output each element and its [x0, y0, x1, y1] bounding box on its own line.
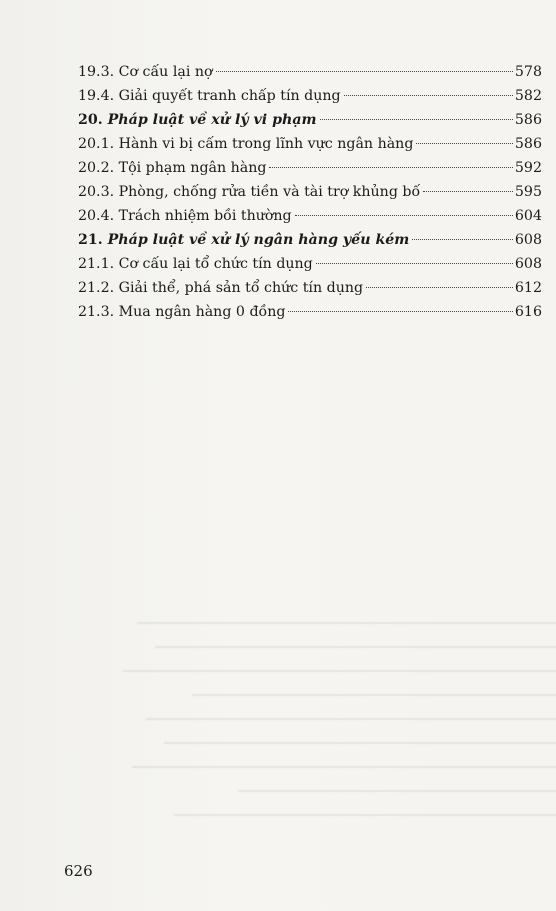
toc-page-number: 578 [514, 64, 542, 80]
toc-entry: 19.4. Giải quyết tranh chấp tín dụng 582 [78, 84, 542, 108]
toc-page-number: 608 [514, 232, 542, 248]
toc-section-heading: 20. Pháp luật về xử lý vi phạm 586 [78, 108, 542, 132]
dot-leader [416, 143, 513, 144]
toc-entry: 20.2. Tội phạm ngân hàng 592 [78, 156, 542, 180]
toc-page-number: 586 [514, 136, 542, 152]
dot-leader [216, 71, 513, 72]
bleed-through-text [100, 600, 556, 860]
dot-leader [295, 215, 513, 216]
page-number: 626 [64, 862, 93, 880]
dot-leader [269, 167, 512, 168]
dot-leader [344, 95, 513, 96]
toc-entry: 19.3. Cơ cấu lại nợ 578 [78, 60, 542, 84]
table-of-contents [78, 60, 542, 324]
toc-entry: 20.4. Trách nhiệm bồi thường 604 [78, 204, 542, 228]
toc-page-number: 616 [514, 304, 542, 320]
toc-page-number: 582 [514, 88, 542, 104]
toc-entry: 20.1. Hành vi bị cấm trong lĩnh vực ngân hàng 586 [78, 132, 542, 156]
toc-page-number: 595 [514, 184, 542, 200]
toc-entry: 21.2. Giải thể, phá sản tổ chức tín dụng 612 [78, 276, 542, 300]
toc-entry: 20.3. Phòng, chống rửa tiền và tài trợ khủng bố 595 [78, 180, 542, 204]
dot-leader [423, 191, 513, 192]
toc-page-number: 604 [514, 208, 542, 224]
toc-entry: 21.3. Mua ngân hàng 0 đồng 616 [78, 300, 542, 324]
toc-page-number: 612 [514, 280, 542, 296]
dot-leader [316, 263, 513, 264]
toc-section-heading: 21. Pháp luật về xử lý ngân hàng yếu kém 608 [78, 228, 542, 252]
dot-leader [366, 287, 513, 288]
dot-leader [412, 239, 513, 240]
dot-leader [288, 311, 512, 312]
toc-entry: 21.1. Cơ cấu lại tổ chức tín dụng 608 [78, 252, 542, 276]
toc-page-number: 592 [514, 160, 542, 176]
toc-page-number: 586 [514, 112, 542, 128]
toc-page-number: 608 [514, 256, 542, 272]
dot-leader [320, 119, 513, 120]
